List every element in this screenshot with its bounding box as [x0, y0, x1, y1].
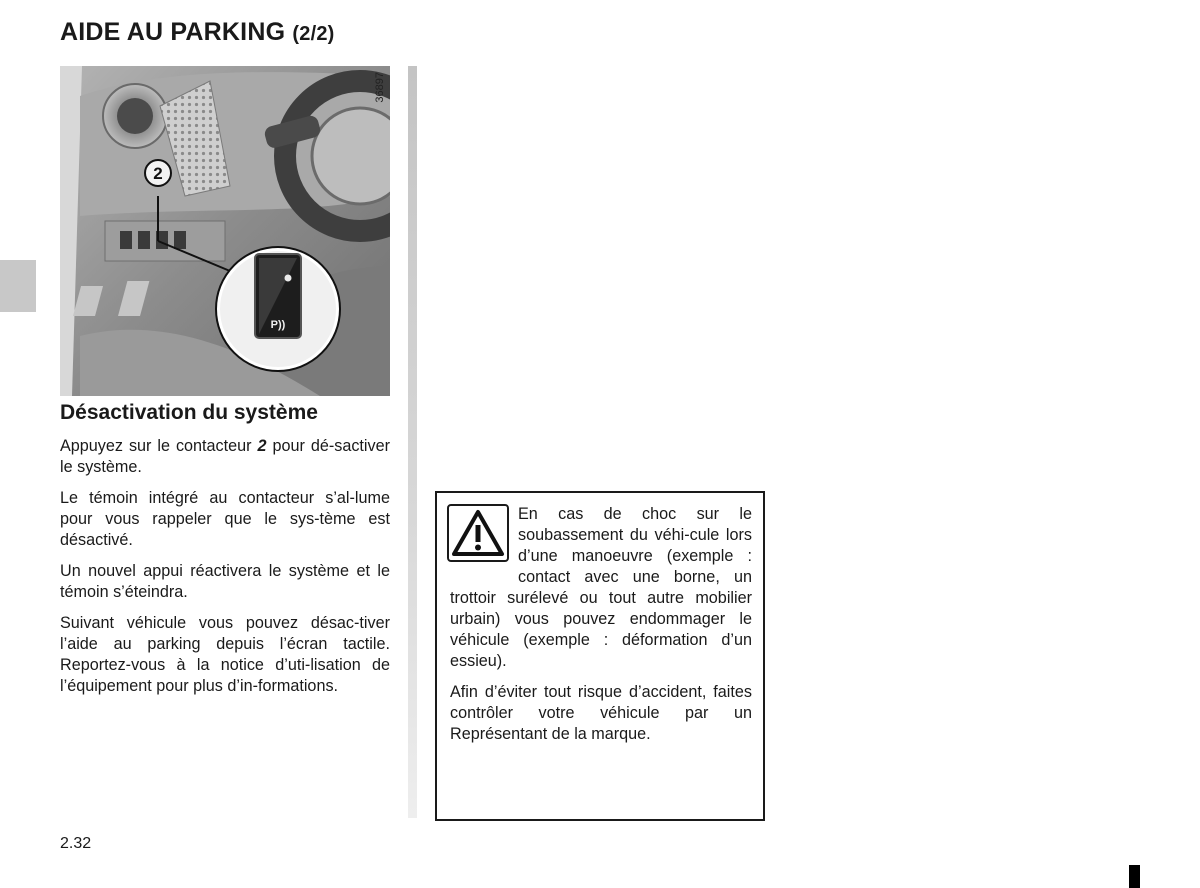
illustration-code: 36897 — [374, 72, 386, 103]
chapter-tab — [0, 260, 36, 312]
warning-paragraph-2: Afin d’éviter tout risque d’accident, faites contrôler votre véhicule par un Représentant de la marque. — [450, 683, 752, 743]
paragraph-1-text-b: pour dé-sactiver le système. — [60, 437, 390, 476]
paragraph-1 — [60, 436, 390, 478]
paragraph-3: Un nouvel appui réactivera le système et le témoin s’éteindra. — [60, 562, 390, 601]
warning-paragraph-1-text: En cas de choc sur le soubassement du véhi-cule lors d’une manoeuvre (exemple : contact avec une borne, un trottoir surélevé ou tout autre mobilier urbain) vous pouvez endommager le véhicule (exemple : déformation d’un essieu). — [450, 505, 752, 670]
switch-label: P)) — [270, 319, 286, 331]
warning-box — [435, 491, 765, 821]
warning-text — [450, 504, 752, 755]
page-number: 2.32 — [60, 835, 92, 852]
page-title-text: AIDE AU PARKING — [60, 18, 286, 46]
column-divider — [408, 66, 417, 818]
paragraph-2: Le témoin intégré au contacteur s’al-lume pour vous rappeler que le sys-tème est désactivé. — [60, 489, 390, 549]
page-title-part: (2/2) — [292, 23, 335, 45]
section-body — [60, 436, 390, 707]
paragraph-4: Suivant véhicule vous pouvez désac-tiver l’aide au parking depuis l’écran tactile. Reportez-vous à la notice d’uti-lisation de l’équipement pour plus d’in-formations. — [60, 614, 390, 695]
section-heading: Désactivation du système — [60, 401, 318, 424]
warning-paragraph-1 — [450, 504, 752, 672]
corner-mark — [1129, 865, 1140, 888]
paragraph-1-ref: 2 — [257, 437, 267, 455]
paragraph-1-text-a: Appuyez sur le contacteur — [60, 437, 258, 455]
dashboard-illustration — [60, 66, 390, 396]
dashboard-drawing — [60, 66, 390, 396]
callout-number-2: 2 — [153, 164, 163, 183]
page-title — [60, 18, 335, 47]
